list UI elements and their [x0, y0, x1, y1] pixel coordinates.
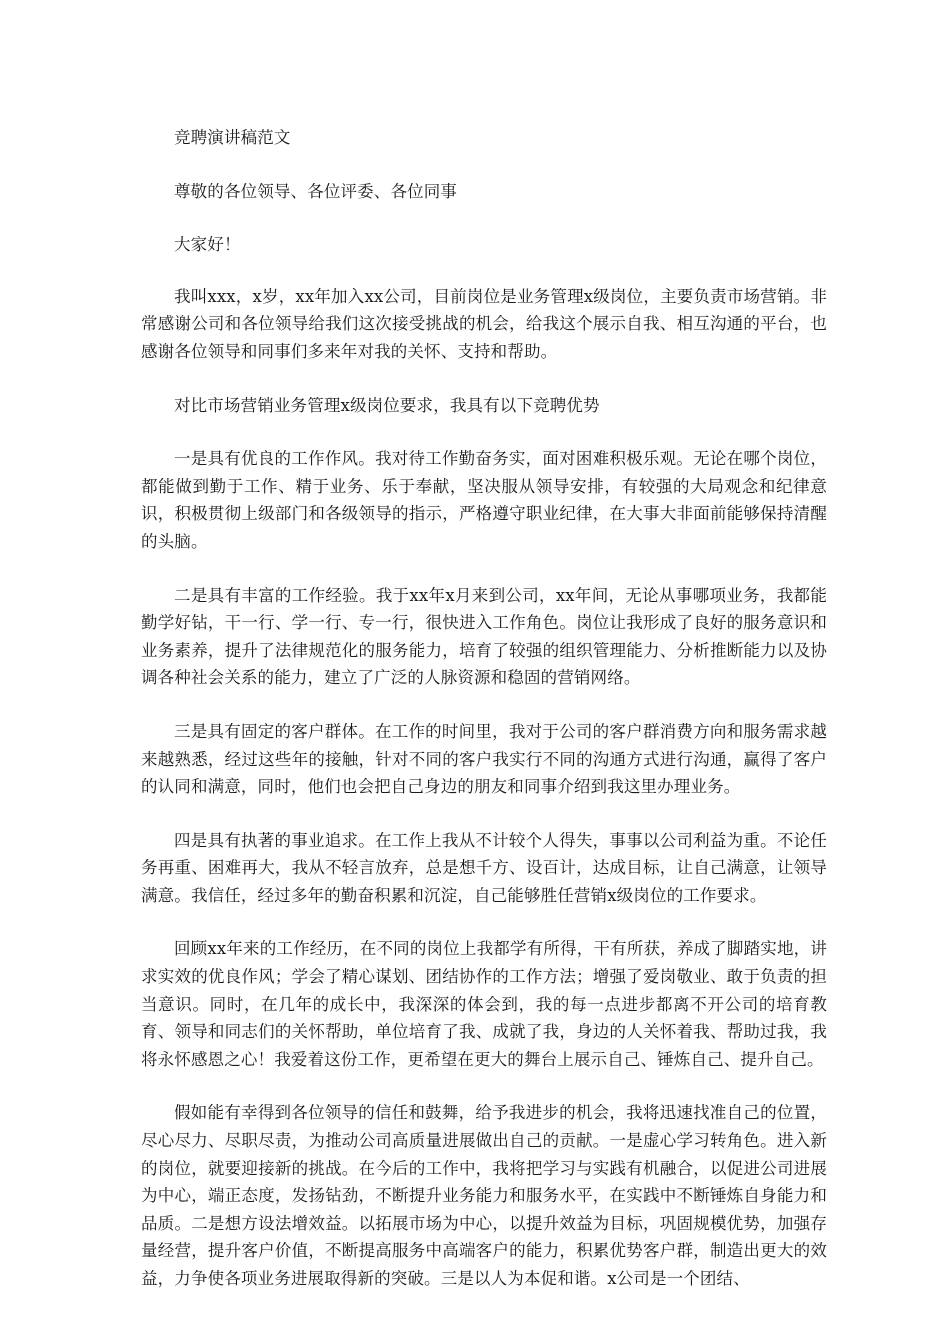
- paragraph-advantage-three: 三是具有固定的客户群体。在工作的时间里，我对于公司的客户群消费方向和服务需求越来越熟悉，经过这些年的接触，针对不同的客户我实行不同的沟通方式进行沟通，赢得了客户的认同和满意，同时，他们也会把自己身边的朋友和同事介绍到我这里办理业务。: [141, 721, 827, 797]
- document-title: 竞聘演讲稿范文: [174, 128, 291, 147]
- paragraph-review: 回顾xx年来的工作经历，在不同的岗位上我都学有所得，干有所获，养成了脚踏实地，讲求实效的优良作风；学会了精心谋划、团结协作的工作方法；增强了爱岗敬业、敢于负责的担当意识。同时，在几年的成长中，我深深的体会到，我的每一点进步都离不开公司的培育教育、领导和同志们的关怀帮助，单位培育了我、成就了我，身边的人关怀着我、帮助过我，我将永怀感恩之心！我爱着这份工作，更希望在更大的舞台上展示自己、锤炼自己、提升自己。: [141, 939, 827, 1069]
- paragraph-advantages-heading: 对比市场营销业务管理x级岗位要求，我具有以下竞聘优势: [174, 395, 600, 415]
- paragraph-advantage-two: 二是具有丰富的工作经验。我于xx年x月来到公司，xx年间，无论从事哪项业务，我都能勤学好钻，干一行、学一行、专一行，很快进入工作角色。岗位让我形成了良好的服务意识和业务素养，提升了法律规范化的服务能力，培育了较强的组织管理能力、分析推断能力以及协调各种社会关系的能力，建立了广泛的人脉资源和稳固的营销网络。: [141, 585, 827, 688]
- document-body: [141, 124, 827, 1293]
- paragraph-plans: 假如能有幸得到各位领导的信任和鼓舞，给予我进步的机会，我将迅速找准自己的位置，尽心尽力、尽职尽责，为推动公司高质量进展做出自己的贡献。一是虚心学习转角色。进入新的岗位，就要迎接新的挑战。在今后的工作中，我将把学习与实践有机融合，以促进公司进展为中心，端正态度，发扬钻劲，不断提升业务能力和服务水平，在实践中不断锤炼自身能力和品质。二是想方设法增效益。以拓展市场为中心，以提升效益为目标，巩固规模优势，加强存量经营，提升客户价值，不断提高服务中高端客户的能力，积累优势客户群，制造出更大的效益，力争使各项业务进展取得新的突破。三是以人为本促和谐。x公司是一个团结、: [141, 1103, 827, 1288]
- greeting: 大家好！: [174, 235, 241, 255]
- paragraph-introduction: 我叫xxx，x岁，xx年加入xx公司，目前岗位是业务管理x级岗位，主要负责市场营销。非常感谢公司和各位领导给我们这次接受挑战的机会，给我这个展示自我、相互沟通的平台，也感谢各位领导和同事们多来年对我的关怀、支持和帮助。: [141, 286, 827, 361]
- paragraph-advantage-one: 一是具有优良的工作作风。我对待工作勤奋务实，面对困难积极乐观。无论在哪个岗位，都能做到勤于工作、精于业务、乐于奉献，坚决服从领导安排，有较强的大局观念和纪律意识，积极贯彻上级部门和各级领导的指示，严格遵守职业纪律，在大事大非面前能够保持清醒的头脑。: [141, 449, 827, 551]
- paragraph-advantage-four: 四是具有执著的事业追求。在工作上我从不计较个人得失，事事以公司利益为重。不论任务再重、困难再大，我从不轻言放弃，总是想千方、设百计，达成目标，让自己满意，让领导满意。我信任，经过多年的勤奋积累和沉淀，自己能够胜任营销x级岗位的工作要求。: [141, 830, 827, 905]
- salutation: 尊敬的各位领导、各位评委、各位同事: [174, 181, 458, 201]
